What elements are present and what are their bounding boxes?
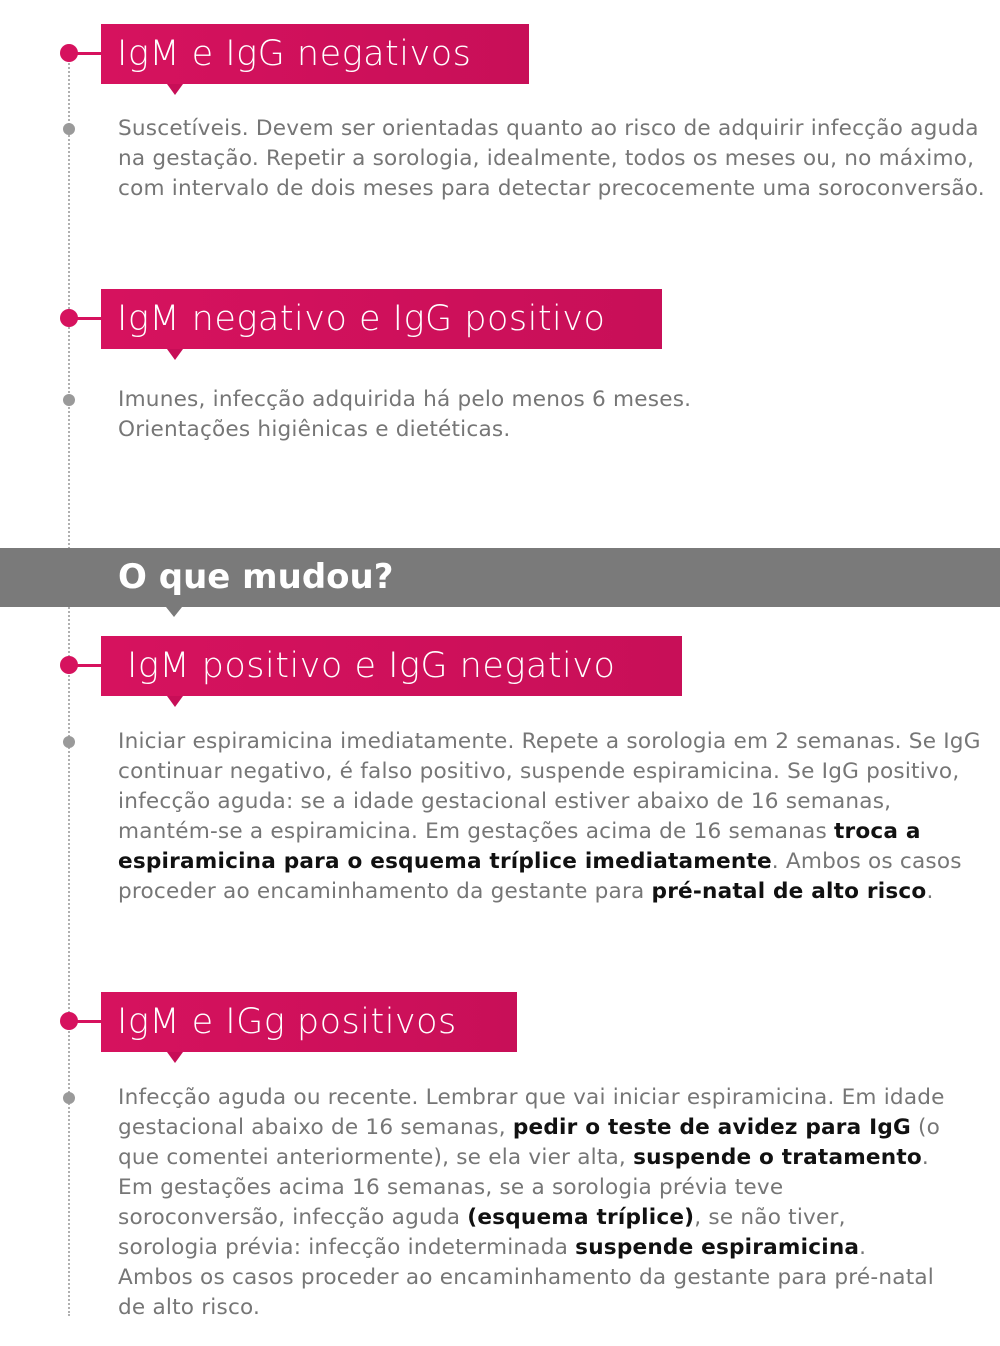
- what-changed-band: [0, 548, 1000, 607]
- paragraph-text: . Ambos os casos proceder ao encaminhamento da gestante para pré-natal de alto risco.: [118, 1235, 934, 1320]
- paragraph-text: Imunes, infecção adquirida há pelo menos 6 meses. Orientações higiênicas e dietéticas.: [118, 387, 692, 442]
- emphasized-text: pedir o teste de avidez para IgG: [512, 1115, 911, 1140]
- section-paragraph: [118, 1083, 948, 1323]
- section-heading: IgM negativo e IgG positivo: [101, 289, 662, 349]
- section-paragraph: [118, 727, 993, 907]
- emphasized-text: pré-natal de alto risco: [651, 879, 927, 904]
- emphasized-text: troca a espiramicina para o esquema tríplice imediatamente: [118, 819, 921, 874]
- section-heading: IgM e IGg positivos: [101, 992, 517, 1052]
- paragraph-text: (o que comentei anteriormente), se ela vier alta,: [118, 1115, 941, 1170]
- heading-connector: [74, 664, 104, 667]
- timeline-bullet: [63, 123, 75, 135]
- timeline-dotted-line: [68, 52, 70, 1316]
- heading-connector: [74, 1020, 104, 1023]
- paragraph-text: . Ambos os casos proceder ao encaminhamento da gestante para: [118, 849, 962, 904]
- timeline-bullet: [63, 736, 75, 748]
- section-heading: IgM positivo e IgG negativo: [101, 636, 682, 696]
- section-paragraph: [118, 114, 993, 204]
- section-paragraph: [118, 385, 818, 445]
- heading-connector: [74, 317, 104, 320]
- timeline-bullet: [63, 394, 75, 406]
- paragraph-text: Iniciar espiramicina imediatamente. Repete a sorologia em 2 semanas. Se IgG continuar negativo, é falso positivo, suspende espiramicina. Se IgG positivo, infecção aguda: se a idade gestacional estiver abaixo de 16 semanas, mantém-se a espiramicina. Em gestações acima de 16 semanas: [118, 729, 981, 844]
- paragraph-text: Suscetíveis. Devem ser orientadas quanto ao risco de adquirir infecção aguda na gestação. Repetir a sorologia, idealmente, todos os meses ou, no máximo, com intervalo de dois meses para detectar precocemente uma soroconversão.: [118, 116, 985, 201]
- emphasized-text: (esquema tríplice): [467, 1205, 695, 1230]
- emphasized-text: suspende o tratamento: [633, 1145, 922, 1170]
- section-heading: IgM e IgG negativos: [101, 24, 529, 84]
- paragraph-text: Infecção aguda ou recente. Lembrar que vai iniciar espiramicina. Em idade gestacional abaixo de 16 semanas,: [118, 1085, 945, 1140]
- heading-connector: [74, 52, 104, 55]
- paragraph-text: .: [926, 879, 934, 904]
- emphasized-text: suspende espiramicina: [575, 1235, 860, 1260]
- paragraph-text: , se não tiver, sorologia prévia: infecção indeterminada: [118, 1205, 846, 1260]
- paragraph-text: . Em gestações acima 16 semanas, se a sorologia prévia teve soroconversão, infecção aguda: [118, 1145, 929, 1230]
- band-title: O que mudou?: [118, 557, 394, 597]
- timeline-bullet: [63, 1092, 75, 1104]
